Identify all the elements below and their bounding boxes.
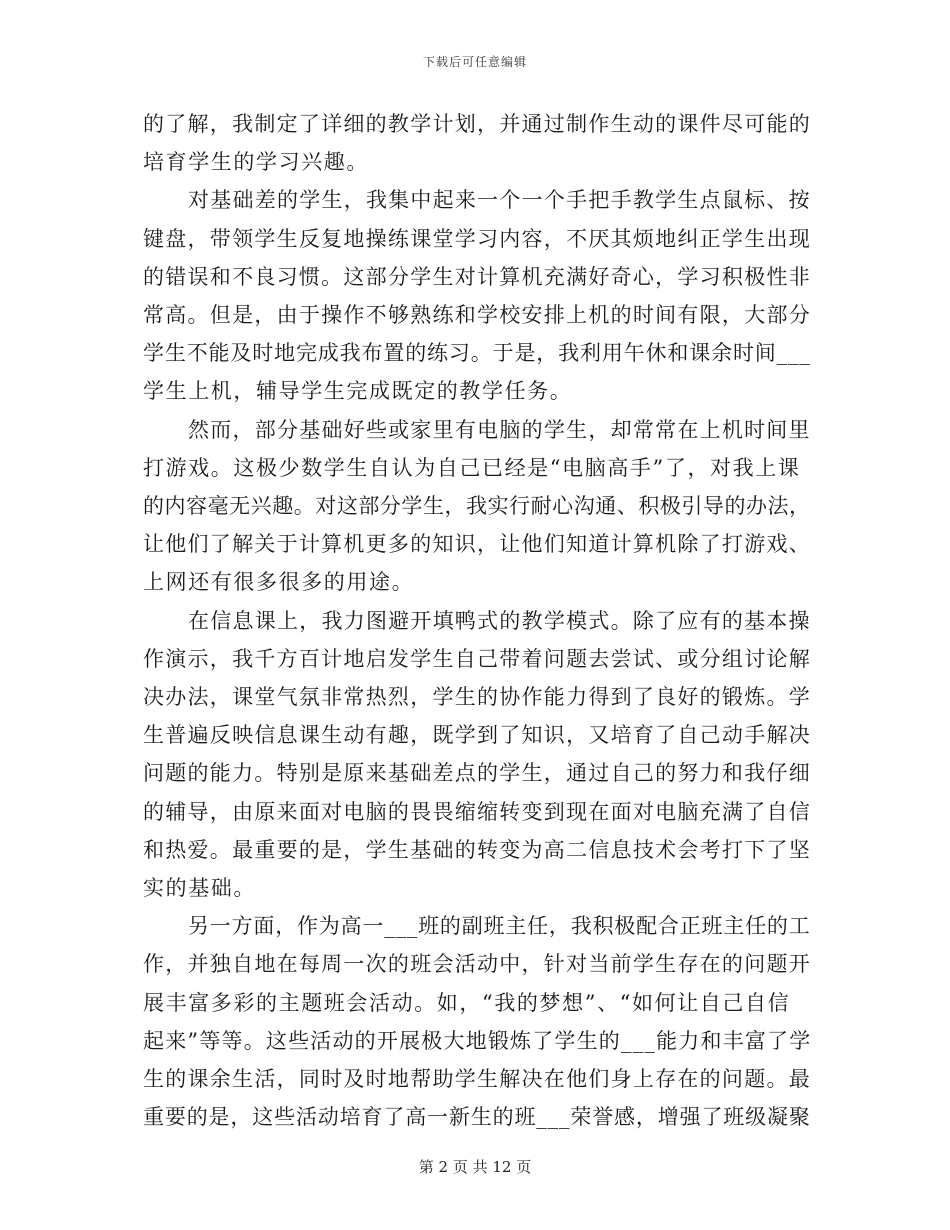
text-line: 然而，部分基础好些或家里有电脑的学生，却常常在上机时间里 — [188, 417, 811, 442]
page-number: 第 2 页 共 12 页 — [418, 1158, 532, 1176]
text-line: 的辅导，由原来面对电脑的畏畏缩缩转变到现在面对电脑充满了自信 — [143, 799, 811, 824]
text-line: 在信息课上，我力图避开填鸭式的教学模式。除了应有的基本操 — [188, 608, 811, 633]
text-line: 培育学生的学习兴趣。 — [143, 150, 369, 175]
text-line: 的错误和不良习惯。这部分学生对计算机充满好奇心，学习积极性非 — [143, 264, 811, 289]
text-line: 决办法，课堂气氛非常热烈，学生的协作能力得到了良好的锻炼。学 — [143, 685, 811, 710]
text-line: 上网还有很多很多的用途。 — [143, 570, 415, 595]
text-line: 生的课余生活，同时及时地帮助学生解决在他们身上存在的问题。最 — [143, 1067, 811, 1092]
text-line: 生普遍反映信息课生动有趣，既学到了知识，又培育了自己动手解决 — [143, 723, 811, 748]
text-line: 的了解，我制定了详细的教学计划，并通过制作生动的课件尽可能的 — [143, 112, 811, 136]
text-line: 和热爱。最重要的是，学生基础的转变为高二信息技术会考打下了坚 — [143, 837, 811, 862]
text-line: 学生上机，辅导学生完成既定的教学任务。 — [143, 379, 573, 404]
text-line: 让他们了解关于计算机更多的知识，让他们知道计算机除了打游戏、 — [143, 532, 811, 557]
body-text — [143, 105, 811, 1136]
text-line: 作演示，我千方百计地启发学生自己带着问题去尝试、或分组讨论解 — [143, 646, 811, 671]
text-line: 对基础差的学生，我集中起来一个一个手把手教学生点鼠标、按 — [188, 188, 811, 213]
text-line: 作，并独自地在每周一次的班会活动中，针对当前学生存在的问题开 — [143, 952, 811, 977]
text-line: 键盘，带领学生反复地操练课堂学习内容，不厌其烦地纠正学生出现 — [143, 226, 811, 251]
header-note: 下载后可任意编辑 — [422, 55, 527, 69]
text-line: 展丰富多彩的主题班会活动。如，“我的梦想”、“如何让自己自信 — [143, 990, 791, 1015]
text-line: 实的基础。 — [143, 876, 256, 901]
text-line: 打游戏。这极少数学生自认为自己已经是“电脑高手”了，对我上课 — [143, 455, 801, 480]
text-line: 起来”等等。这些活动的开展极大地锻炼了学生的___能力和丰富了学 — [143, 1028, 812, 1053]
text-line: 重要的是，这些活动培育了高一新生的班___荣誉感，增强了班级凝聚 — [143, 1105, 811, 1130]
text-line: 另一方面，作为高一___班的副班主任，我积极配合正班主任的工 — [188, 914, 811, 939]
text-line: 问题的能力。特别是原来基础差点的学生，通过自己的努力和我仔细 — [143, 761, 811, 786]
text-line: 学生不能及时地完成我布置的练习。于是，我利用午休和课余时间___ — [143, 341, 811, 366]
text-line: 的内容毫无兴趣。对这部分学生，我实行耐心沟通、积极引导的办法， — [143, 494, 811, 519]
text-line: 常高。但是，由于操作不够熟练和学校安排上机的时间有限，大部分 — [143, 303, 811, 328]
